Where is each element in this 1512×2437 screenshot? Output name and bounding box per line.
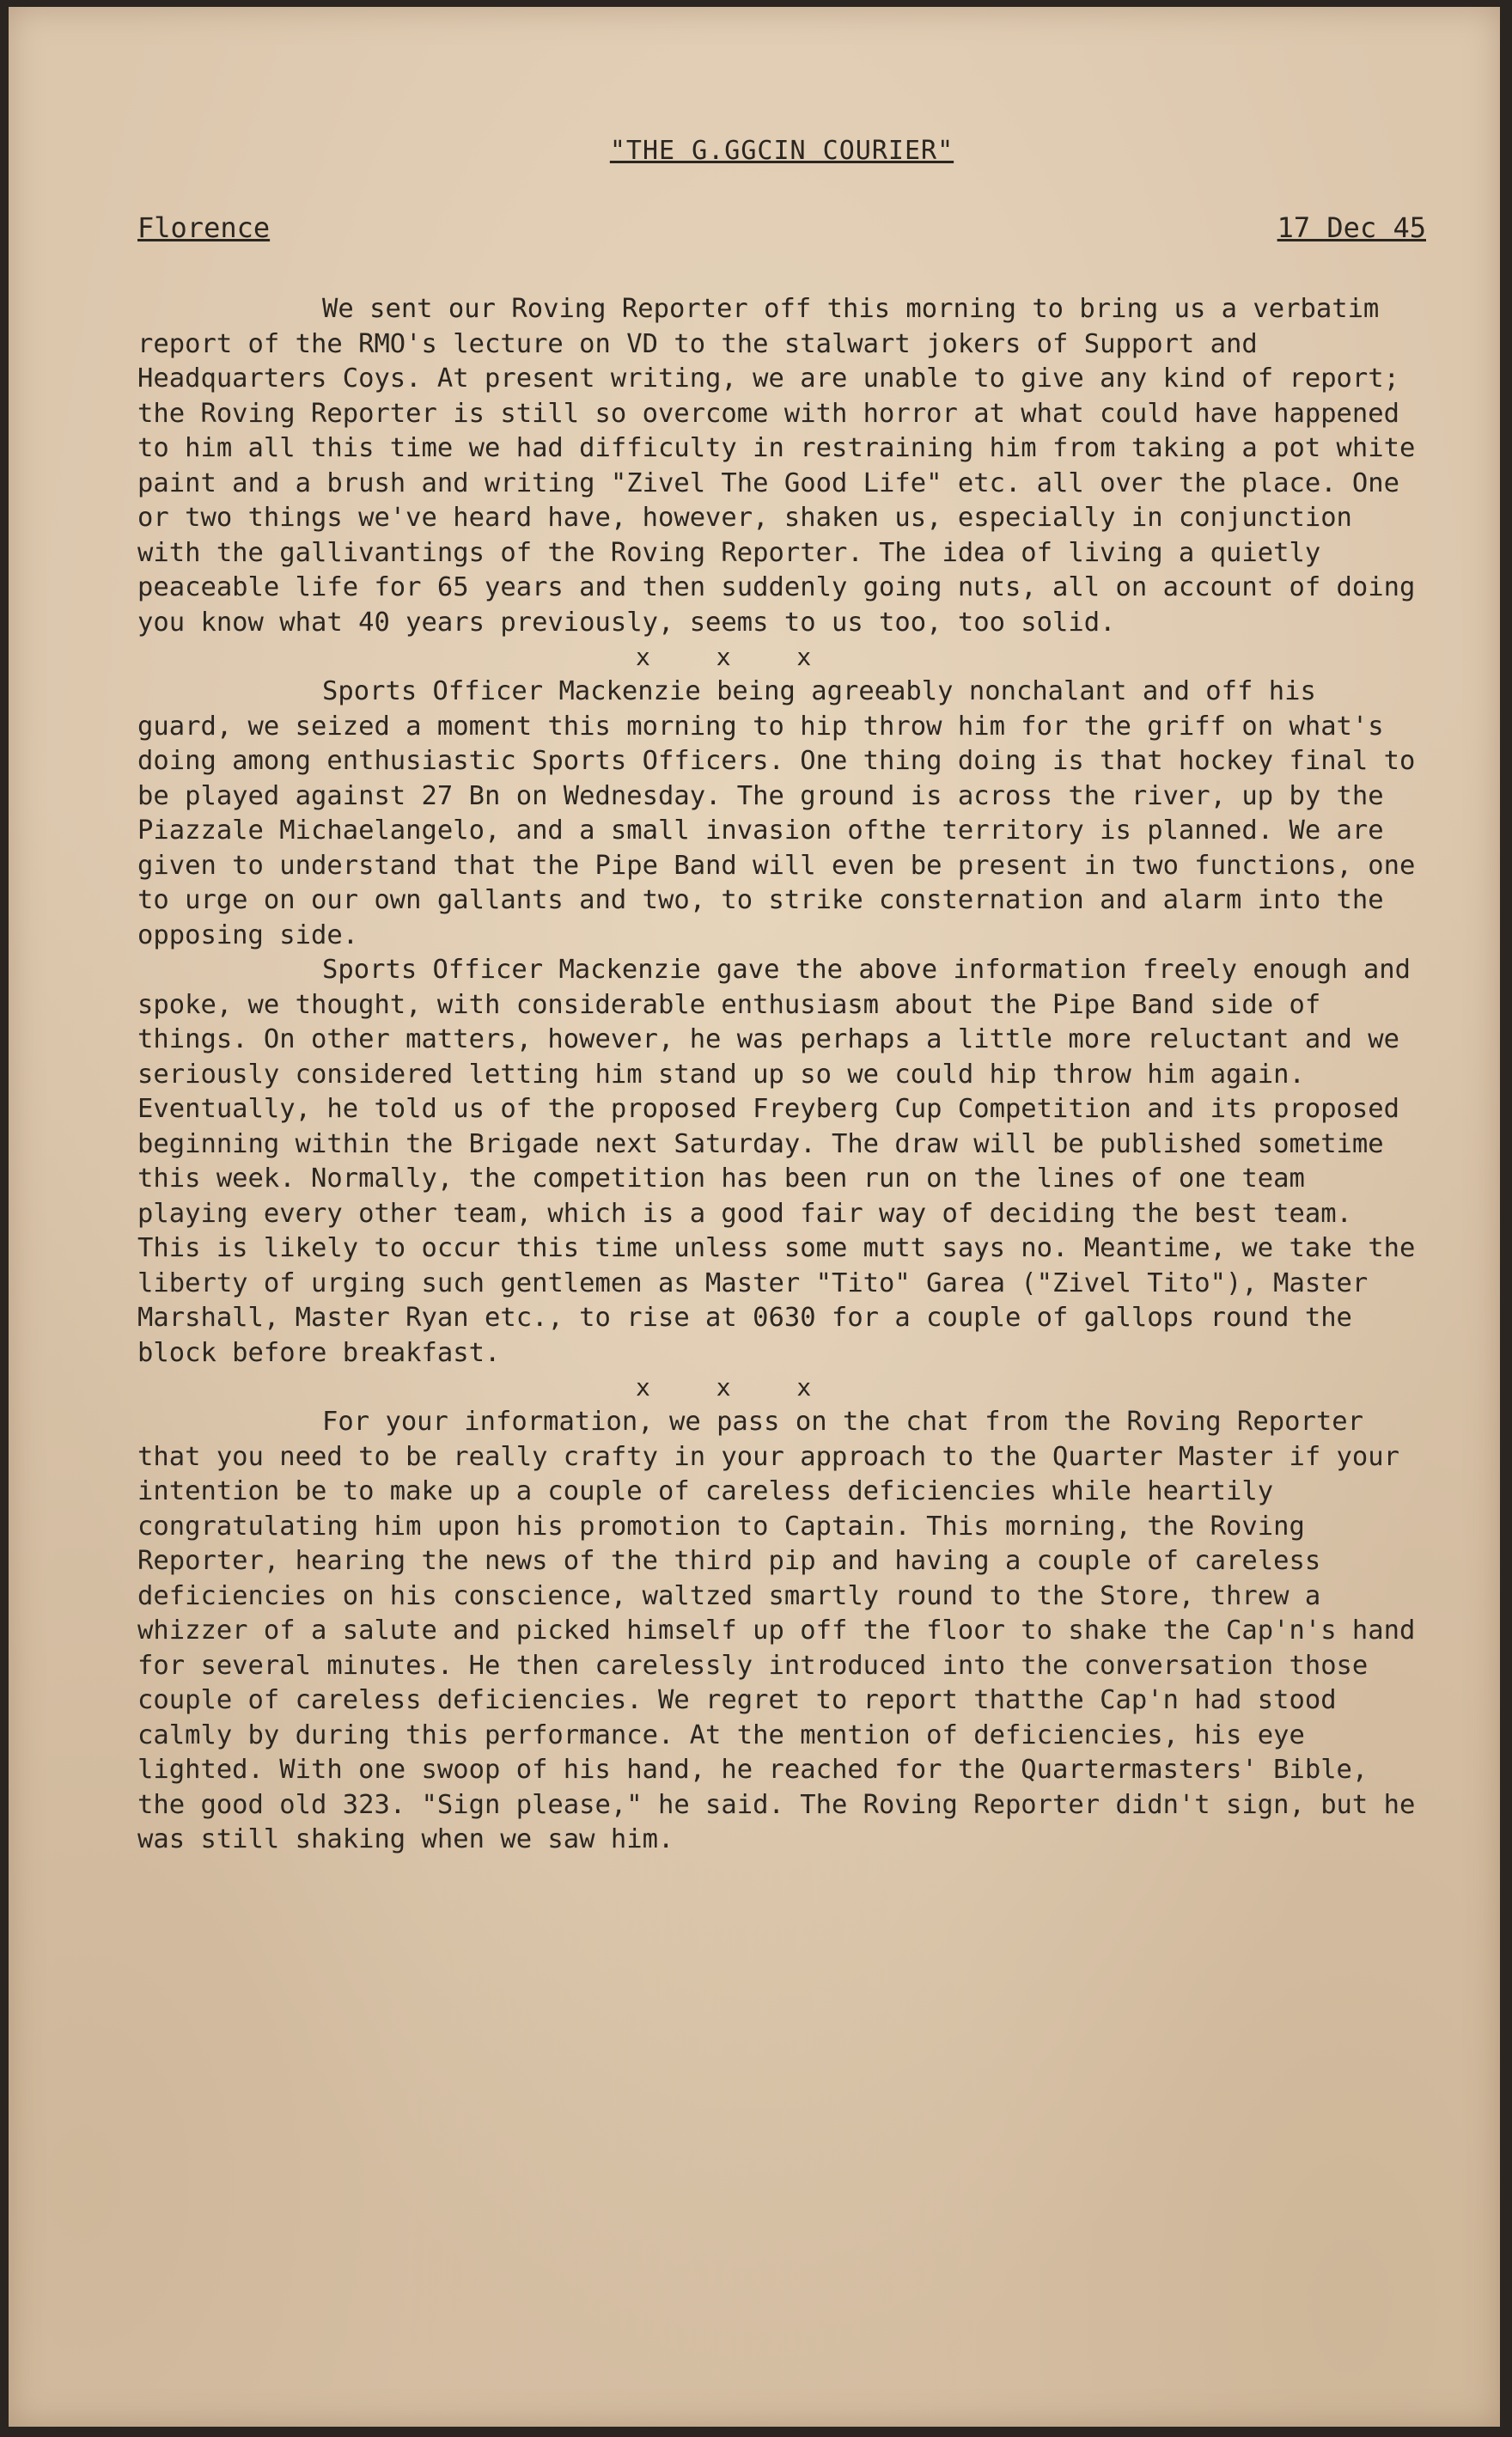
page-content (137, 136, 1426, 1858)
issue-date: 17 Dec 45 (1277, 211, 1426, 244)
section-divider: x x x (636, 643, 812, 671)
paragraph-freyberg-cup: Sports Officer Mackenzie gave the above information freely enough and spoke, we thought, with considerable enthusiasm about the Pipe Band side of things. On other matters, however, he was perhaps a little more reluctant and we seriously considered letting him stand up so we could hip throw him again. Eventually, he told us of the proposed Freyberg Cup Competition and its proposed beginning within the Brigade next Saturday. The draw will be published sometime this week. Normally, the competition has been run on the lines of one team playing every other team, which is a good fair way of deciding the best team. This is likely to occur this time unless some mutt says no. Meantime, we take the liberty of urging such gentlemen as Master "Tito" Garea ("Zivel Tito"), Master Marshall, Master Ryan etc., to rise at 0630 for a couple of gallops round the block before breakfast. (137, 955, 1416, 1368)
paragraph-rmo-lecture: We sent our Roving Reporter off this morning to bring us a verbatim report of the RMO's lecture on VD to the stalwart jokers of Support and Headquarters Coys. At present writing, we are unable to give any kind of report; the Roving Reporter is still so overcome with horror at what could have happened to him all this time we had difficulty in restraining him from taking a pot white paint and a brush and writing "Zivel The Good Life" etc. all over the place. One or two things we've heard have, however, shaken us, especially in conjunction with the gallivantings of the Roving Reporter. The idea of living a quietly peaceable life for 65 years and then suddenly going nuts, all on account of doing you know what 40 years previously, seems to us too, too solid. (137, 294, 1416, 638)
place-name: Florence (137, 211, 271, 244)
typed-page (9, 7, 1500, 2427)
paragraph-quarter-master: For your information, we pass on the chat from the Roving Reporter that you need to be really crafty in your approach to the Quarter Master if your intention be to make up a couple of careless deficiencies while heartily congratulating him upon his promotion to Captain. This morning, the Roving Reporter, hearing the news of the third pip and having a couple of careless deficiencies on his conscience, waltzed smartly round to the Store, threw a whizzer of a salute and picked himself up off the floor to shake the Cap'n's hand for several minutes. He then carelessly introduced into the conversation those couple of careless deficiencies. We regret to report thatthe Cap'n had stood calmly by during this performance. At the mention of deficiencies, his eye lighted. With one swoop of his hand, he reached for the Quartermasters' Bible, the good old 323. "Sign please," he said. The Roving Reporter didn't sign, but he was still shaking when we saw him. (137, 1407, 1416, 1854)
newsletter-title: "THE G.GGCIN COURIER" (609, 136, 954, 166)
paragraph-sports-officer: Sports Officer Mackenzie being agreeably nonchalant and off his guard, we seized a moment this morning to hip throw him for the griff on what's doing among enthusiastic Sports Officers. One thing doing is that hockey final to be played against 27 Bn on Wednesday. The ground is across the river, up by the Piazzale Michaelangelo, and a small invasion ofthe territory is planned. We are given to understand that the Pipe Band will even be present in two functions, one to urge on our own gallants and two, to strike consternation and alarm into the opposing side. (137, 676, 1416, 950)
dateline (137, 211, 1426, 249)
section-divider: x x x (636, 1373, 812, 1402)
